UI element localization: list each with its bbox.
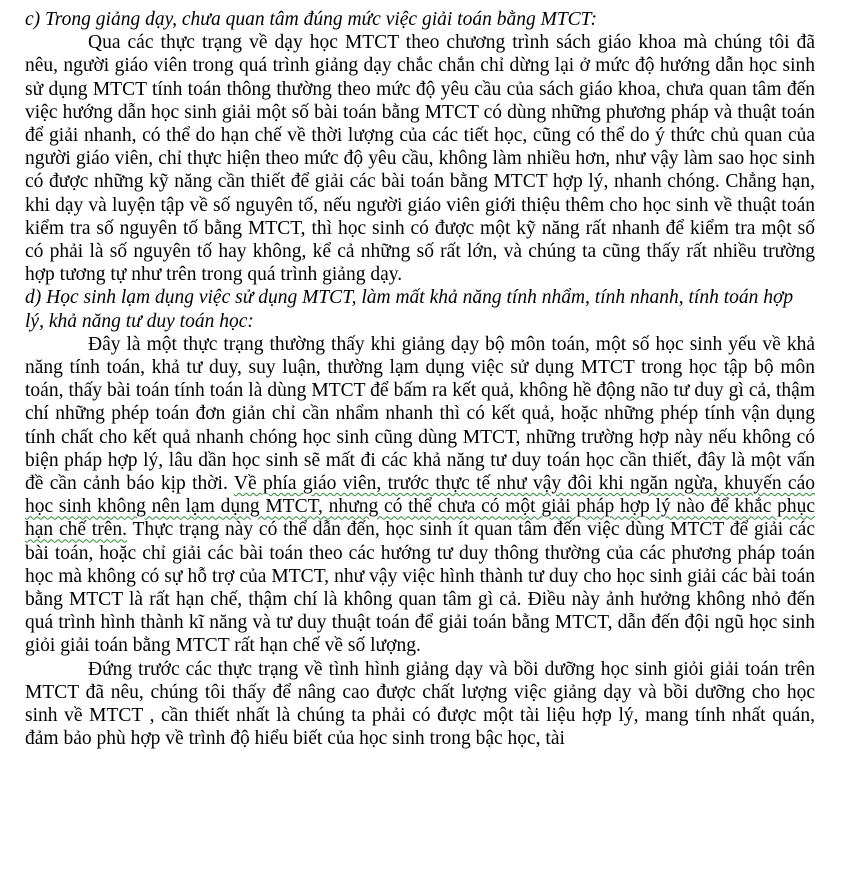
grammar-marked-text: Về phía giáo viên, trước thực tế như vậy đôi khi ngăn ngừa, khuyến cáo học sinh không nên lạm dụng MTCT, nhưng có thể chưa có một giải pháp hợp lý nào để khắc phục hạn chế trên.: [25, 473, 815, 541]
document-page: [25, 8, 815, 751]
closing-paragraph: Đứng trước các thực trạng về tình hình giảng dạy và bồi dưỡng học sinh giỏi giải toán trên MTCT đã nêu, chúng tôi thấy để nâng cao được chất lượng việc giảng dạy và bồi dưỡng cho học sinh về MTCT , cần thiết nhất là chúng ta phải có được một tài liệu hợp lý, mang tính nhất quán, đảm bảo phù hợp về trình độ hiểu biết của học sinh trong bậc học, tài: [25, 658, 815, 750]
section-d-paragraph-start: Đây là một thực trạng thường thấy khi giảng dạy bộ môn toán, một số học sinh yếu về khả năng tính toán, khả tư duy, suy luận, thường lạm dụng việc sử dụng MTCT trong học tập bộ môn toán, thấy bài toán tính toán là dùng MTCT để bấm ra kết quả, không hề động não tư duy gì cả, thậm chí những phép toán đơn giản chỉ cần nhẩm nhanh thì có kết quả, hoặc những phép tính vận dụng tính chất cho kết quả nhanh chóng học sinh cũng dùng MTCT, những trường hợp này nếu không có biện pháp hợp lý, lâu dần học sinh sẽ mất đi các khả năng tư duy toán học cần thiết, đây là một vấn đề cần cảnh báo kịp thời.: [25, 333, 815, 495]
section-c-paragraph: Qua các thực trạng về dạy học MTCT theo chương trình sách giáo khoa mà chúng tôi đã nêu, người giáo viên trong quá trình giảng dạy chắc chắn chỉ dừng lại ở mức độ hướng dẫn học sinh sử dụng MTCT tính toán thông thường theo mức độ yêu cầu của sách giáo khoa, chưa quan tâm đến việc hướng dẫn học sinh giải một số bài toán bằng MTCT có dùng những phương pháp và thuật toán để giải nhanh, có thể do hạn chế về thời lượng của các tiết học, cũng có thể do ý thức chủ quan của người giáo viên, chỉ thực hiện theo mức độ yêu cầu, không làm nhiều hơn, như vậy làm sao học sinh có được những kỹ năng cần thiết để giải các bài toán bằng MTCT hợp lý, nhanh chóng. Chẳng hạn, khi dạy và luyện tập về số nguyên tố, nếu người giáo viên giới thiệu thêm cho học sinh về thuật toán kiểm tra số nguyên tố bằng MTCT, thì học sinh có được một kỹ năng rất nhanh để kiểm tra một số có phải là số nguyên tố hay không, kể cả những số rất lớn, và chúng ta cũng thấy rất nhiều trường hợp tương tự như trên trong quá trình giảng dạy.: [25, 32, 815, 286]
section-d-paragraph: [25, 333, 815, 658]
section-d-heading: d) Học sinh lạm dụng việc sử dụng MTCT, làm mất khả năng tính nhẩm, tính nhanh, tính toán hợp lý, khả năng tư duy toán học:: [25, 287, 794, 332]
section-d-paragraph-end: Thực trạng này có thể dẫn đến, học sinh ít quan tâm đến việc dùng MTCT để giải các bài toán, hoặc chỉ giải các bài toán theo các hướng tư duy thông thường của các phương pháp toán học mà không có sự hỗ trợ của MTCT, như vậy việc hình thành tư duy cho học sinh giải các bài toán bằng MTCT là rất hạn chế, thậm chí là không quan tâm gì cả. Điều này ảnh hưởng không nhỏ đến quá trình hình thành kĩ năng và tư duy thuật toán để giải toán bằng MTCT, dẫn đến đội ngũ học sinh giỏi giải toán bằng MTCT rất hạn chế về số lượng.: [25, 519, 815, 657]
section-c-heading: c) Trong giảng dạy, chưa quan tâm đúng mức việc giải toán bằng MTCT:: [25, 9, 597, 30]
